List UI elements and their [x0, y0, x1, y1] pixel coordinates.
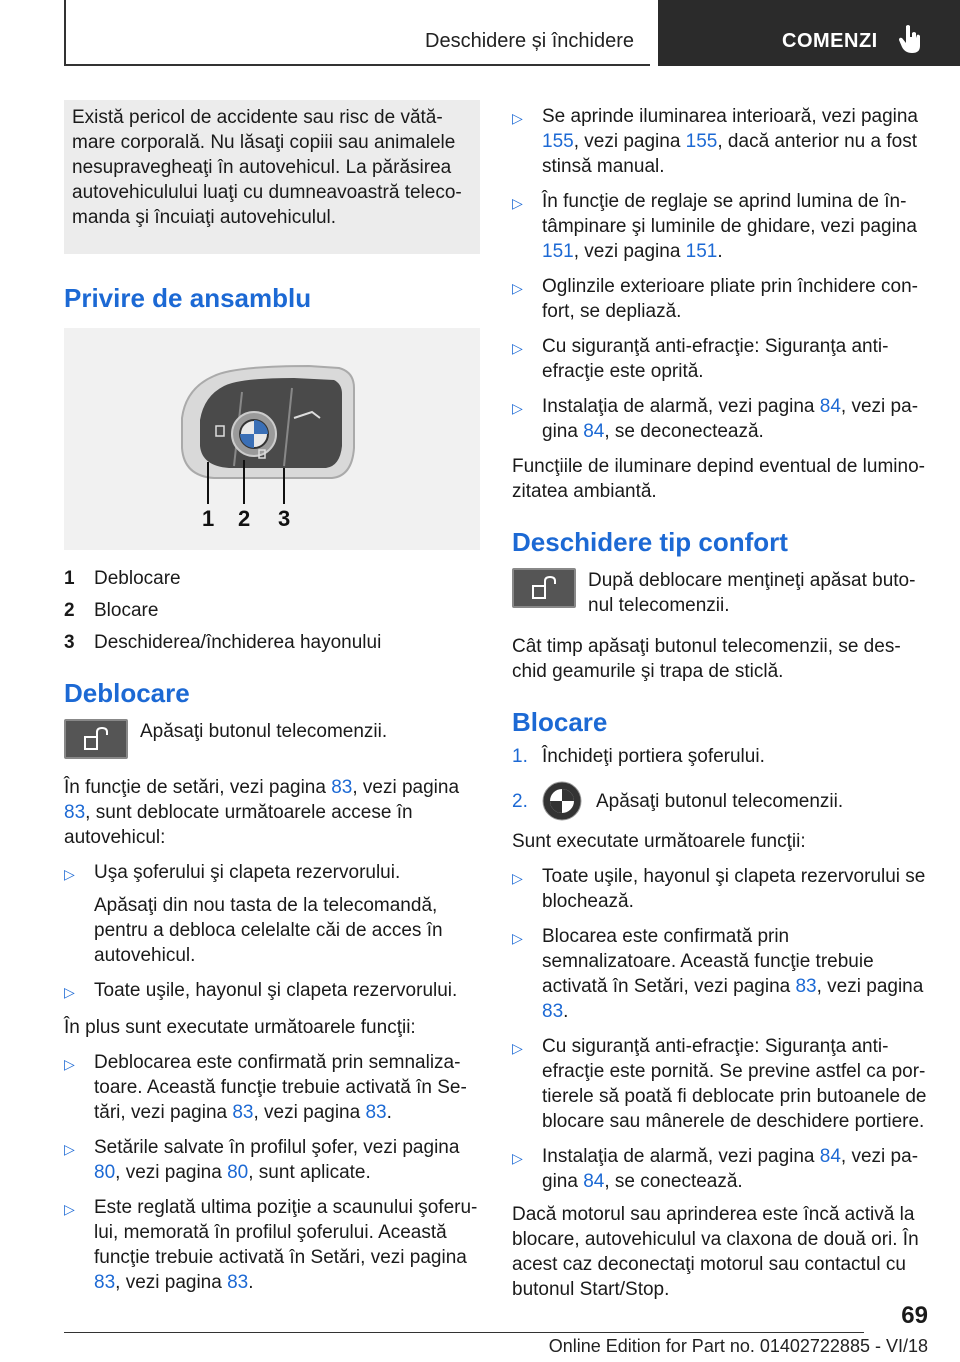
hand-pointer-icon: [898, 24, 924, 54]
lock-intro: Sunt executate următoarele funcţii:: [512, 831, 806, 852]
list-item: ▷ Se aprinde iluminarea interioară, vezi pagina 155, vezi pagina 155, dacă anterior nu a fost stinsă manual.: [512, 106, 919, 177]
triangle-bullet-icon: ▷: [512, 870, 523, 886]
page-link[interactable]: 151: [685, 241, 718, 262]
page-link[interactable]: 84: [819, 396, 841, 417]
triangle-bullet-icon: ▷: [512, 400, 523, 416]
unlock-intro: În funcţie de setări, vezi pagina 83, vezi pagina 83, sunt deblocate următoarele accese în autovehicul:: [64, 777, 460, 848]
list-item: ▷ Deblocarea este confirmată prin semnalizatoare. Această funcţie trebuie activată în Setări, vezi pagina 83, vezi pagina 83.: [64, 1052, 467, 1123]
triangle-bullet-icon: ▷: [64, 984, 75, 1000]
comfort-instruction: După deblocare menţineţi apăsat butonul telecomenzii.: [512, 568, 928, 618]
legend-item: 2 Blocare: [64, 600, 159, 621]
page-link[interactable]: 83: [795, 976, 817, 997]
triangle-bullet-icon: ▷: [512, 195, 523, 211]
list-item: ▷ Uşa şoferului şi clapeta rezervorului. Apăsaţi din nou tasta de la telecomandă, pentru a debloca celelalte căi de acces în autovehicul.: [64, 862, 443, 966]
list-item: ▷ Instalaţia de alarmă, vezi pagina 84, vezi pagina 84, se conectează.: [512, 1146, 919, 1192]
page-link[interactable]: 83: [227, 1272, 249, 1293]
list-item: ▷ Setările salvate în profilul şofer, vezi pagina 80, vezi pagina 80, sunt aplicate.: [64, 1137, 460, 1183]
page-number: 69: [901, 1302, 928, 1329]
triangle-bullet-icon: ▷: [512, 930, 523, 946]
page-link[interactable]: 155: [542, 131, 574, 152]
list-item: ▷ Instalaţia de alarmă, vezi pagina 84, vezi pagina 84, se deconectează.: [512, 396, 919, 442]
triangle-bullet-icon: ▷: [512, 1040, 523, 1056]
header-section-title: Deschidere și închidere: [425, 30, 634, 52]
right-column: [512, 100, 928, 1302]
list-item: ▷ Cu siguranţă anti-efracţie: Siguranţa anti-efracţie este oprită.: [512, 336, 889, 382]
legend-item: 1 Deblocare: [64, 568, 181, 589]
step-item: 1. Închideţi portiera şoferului.: [512, 746, 765, 767]
legend-item: 3 Deschiderea/închiderea hayonului: [64, 632, 382, 653]
triangle-bullet-icon: ▷: [64, 1201, 75, 1217]
list-item: ▷ Toate uşile, hayonul şi clapeta rezervorului se blochează.: [512, 866, 926, 912]
bmw-logo-icon: [542, 781, 582, 821]
final-note: Dacă motorul sau aprinderea este încă activă la blocare, autovehiculul va claxona de două ori. În acest caz deconectaţi motorul sau contactul cu butonul Start/Stop.: [512, 1204, 919, 1300]
page-link[interactable]: 80: [227, 1162, 249, 1183]
heading-comfort-opening: Deschidere tip confort: [512, 527, 788, 557]
page-link[interactable]: 84: [583, 421, 605, 442]
unlock-instruction: Apăsaţi butonul telecomenzii.: [64, 719, 480, 759]
unlock-button-icon: [64, 719, 128, 759]
heading-lock: Blocare: [512, 707, 608, 737]
comfort-body: Cât timp apăsaţi butonul telecomenzii, se deschid geamurile şi trapa de sticlă.: [512, 636, 901, 682]
triangle-bullet-icon: ▷: [512, 1150, 523, 1166]
triangle-bullet-icon: ▷: [64, 866, 75, 882]
page-link[interactable]: 83: [64, 802, 86, 823]
triangle-bullet-icon: ▷: [64, 1141, 75, 1157]
triangle-bullet-icon: ▷: [512, 110, 523, 126]
extra-functions-intro: În plus sunt executate următoarele funcţii:: [64, 1017, 416, 1038]
figure-label-2: 2: [238, 506, 251, 531]
heading-unlock: Deblocare: [64, 678, 190, 708]
header-rule-bottom: [64, 64, 650, 66]
chapter-tab-label: COMENZI: [782, 30, 878, 52]
page-link[interactable]: 83: [94, 1272, 116, 1293]
lighting-note: Funcţiile de iluminare depind eventual de luminozitatea ambiantă.: [512, 456, 925, 502]
page-link[interactable]: 84: [819, 1146, 841, 1167]
triangle-bullet-icon: ▷: [512, 280, 523, 296]
list-item: ▷ Blocarea este confirmată prin semnalizatoare. Această funcţie trebuie activată în Setări, vezi pagina 83, vezi pagina 83.: [512, 926, 924, 1022]
key-fob-illustration: [64, 328, 480, 550]
page-link[interactable]: 151: [542, 241, 574, 262]
heading-overview: Privire de ansamblu: [64, 283, 312, 313]
step-item: 2. Apăsaţi butonul telecomenzii.: [512, 781, 928, 821]
triangle-bullet-icon: ▷: [64, 1056, 75, 1072]
unlock-button-icon: [512, 568, 576, 608]
list-item: ▷ Cu siguranţă anti-efracţie: Siguranţa anti-efracţie este pornită. Se previne astfel ca portierele să poată fi deblocate prin butoanele de blocare sau mânerele de deschidere portiere.: [512, 1036, 927, 1132]
list-item: ▷ Oglinzile exterioare pliate prin închidere confort, se depliază.: [512, 276, 918, 322]
page-link[interactable]: 83: [331, 777, 353, 798]
list-item: ▷ Este reglată ultima poziţie a scaunului şoferului, memorată în profilul şoferului. Această funcţie trebuie activată în Setări, vezi pagina 83, vezi pagina 83.: [64, 1197, 478, 1293]
key-fob-figure: [64, 328, 480, 550]
figure-label-1: 1: [202, 506, 215, 531]
page-link[interactable]: 83: [365, 1102, 387, 1123]
left-column: [64, 100, 480, 1295]
page-link[interactable]: 83: [542, 1001, 564, 1022]
figure-legend: [64, 566, 480, 655]
warning-box: Există pericol de accidente sau risc de vătămare corporală. Nu lăsaţi copiii sau animalele nesupravegheaţi în autovehicul. La părăsirea autovehiculului luaţi cu dumneavoastră telecomanda şi încuiaţi autovehiculul.: [64, 100, 480, 254]
triangle-bullet-icon: ▷: [512, 340, 523, 356]
page-link[interactable]: 155: [685, 131, 718, 152]
page-link[interactable]: 83: [232, 1102, 254, 1123]
figure-label-3: 3: [278, 506, 291, 531]
footer-edition: Online Edition for Part no. 01402722885 - VI/18: [548, 1336, 928, 1356]
footer-rule: [64, 1332, 864, 1333]
page-link[interactable]: 80: [94, 1162, 116, 1183]
list-item: ▷ Toate uşile, hayonul şi clapeta rezervorului.: [64, 978, 480, 1005]
list-item: ▷ În funcţie de reglaje se aprind lumina de întâmpinare şi luminile de ghidare, vezi pagina 151, vezi pagina 151.: [512, 191, 917, 262]
page-link[interactable]: 84: [583, 1171, 605, 1192]
